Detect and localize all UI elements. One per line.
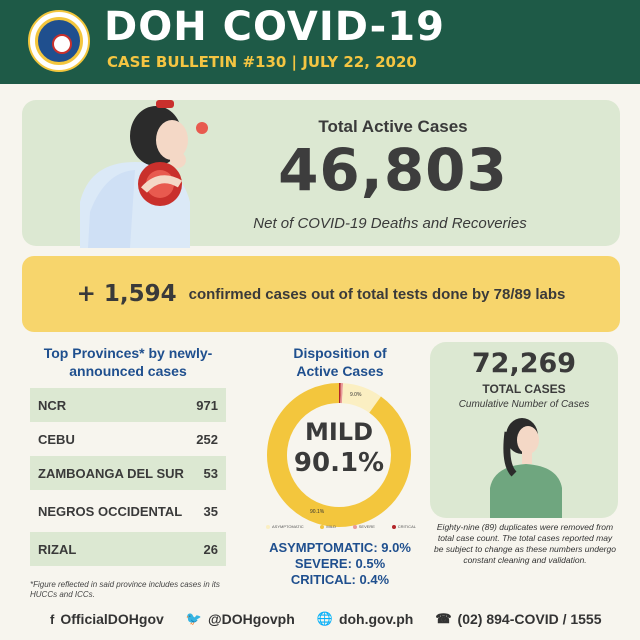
provinces-title: Top Provinces* by newly-announced cases [43, 345, 213, 379]
legend-item-severe: SEVERE [353, 524, 375, 529]
province-row [30, 532, 226, 566]
total-cases-number: 72,269 [471, 348, 577, 379]
stat-critical: CRITICAL: 0.4% [290, 572, 390, 587]
active-cases-note: Net of COVID-19 Deaths and Recoveries [253, 215, 527, 232]
legend-item-mild: MILD [320, 524, 336, 529]
stat-asymptomatic: ASYMPTOMATIC: 9.0% [269, 540, 411, 555]
province-name: NCR [38, 397, 67, 413]
province-row [30, 388, 226, 422]
footer-bar [0, 598, 640, 640]
province-name: RIZAL [38, 541, 77, 557]
province-name: CEBU [38, 431, 75, 447]
phone-icon: ☎ [435, 611, 452, 626]
stat-severe: SEVERE: 0.5% [294, 556, 386, 571]
disposition-stats [250, 540, 430, 588]
facebook-icon: f [50, 611, 55, 627]
globe-icon: 🌐 [316, 611, 333, 626]
province-name: ZAMBOANGA DEL SUR [38, 465, 184, 481]
new-cases-banner-text [22, 256, 620, 332]
new-cases-number: + 1,594 [76, 281, 177, 307]
doh-seal-logo [28, 10, 90, 72]
footer-twitter[interactable]: 🐦 @DOHgovph [185, 611, 295, 627]
active-cases-number: 46,803 [278, 136, 508, 204]
province-row [30, 456, 226, 490]
total-cases-note: Eighty-nine (89) duplicates were removed from total case count. The total cases reported may be subject to change as these numbers undergo constant cleaning and validation. [434, 522, 616, 565]
disposition-title: Disposition of Active Cases [293, 345, 387, 379]
ring-label-bottom: 90.1% [310, 509, 325, 515]
footer-website[interactable]: 🌐 doh.gov.ph [316, 611, 414, 627]
province-value: 971 [196, 397, 218, 413]
total-cases-label: TOTAL CASES [482, 382, 566, 396]
province-value: 26 [203, 541, 218, 557]
provinces-footnote: *Figure reflected in said province includes cases in its HUCCs and ICCs. [30, 580, 220, 599]
new-cases-description: confirmed cases out of total tests done by 78/89 labs [188, 285, 566, 303]
legend-item-asymptomatic: ASYMPTOMATIC [266, 524, 304, 529]
province-row [30, 422, 226, 456]
footer-facebook[interactable]: f OfficialDOHgov [50, 611, 164, 627]
mild-value: 90.1% [293, 448, 385, 478]
bulletin-subtitle: CASE BULLETIN #130 | JULY 22, 2020 [107, 53, 417, 71]
virus-small-icon [196, 122, 208, 134]
sick-woman-illustration [60, 92, 210, 248]
footer-phone[interactable]: ☎ (02) 894-COVID / 1555 [435, 611, 602, 627]
province-value: 35 [203, 503, 218, 519]
ring-label-top: 9.0% [350, 392, 362, 398]
twitter-icon: 🐦 [185, 611, 202, 626]
total-cases-sub: Cumulative Number of Cases [458, 399, 590, 410]
page-title: DOH COVID-19 [104, 4, 445, 50]
legend-item-critical: CRITICAL [392, 524, 416, 529]
province-value: 252 [196, 431, 218, 447]
active-cases-label: Total Active Cases [318, 117, 468, 136]
woman-illustration [486, 414, 566, 518]
mild-label: MILD [304, 418, 374, 446]
province-row [30, 494, 226, 528]
province-value: 53 [203, 465, 218, 481]
disposition-legend [266, 524, 416, 529]
province-name: NEGROS OCCIDENTAL [38, 503, 183, 519]
